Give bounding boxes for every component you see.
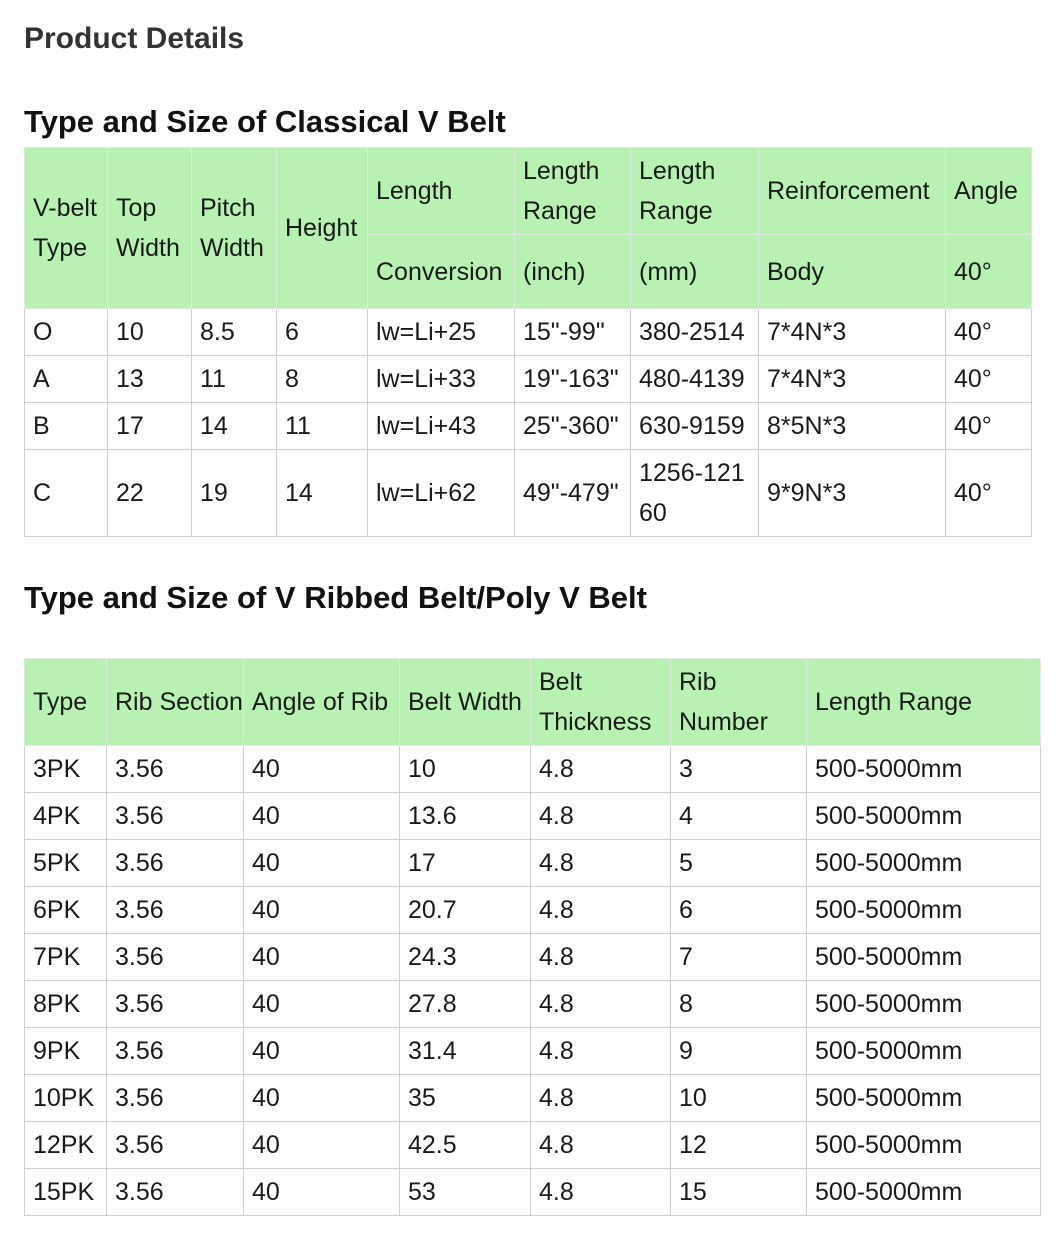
cell-angle-of-rib: 40 [244,1122,400,1169]
cell-belt-width: 53 [400,1169,531,1216]
cell-length-range: 500-5000mm [807,840,1041,887]
cell-belt-thickness: 4.8 [531,981,671,1028]
cell-rib-number: 15 [671,1169,807,1216]
cell-body: 8*5N*3 [759,403,946,450]
cell-conversion: lw=Li+62 [368,450,515,537]
cell-length-range: 500-5000mm [807,934,1041,981]
cell-belt-width: 27.8 [400,981,531,1028]
classical-v-belt-table [24,147,1032,537]
table-row [25,1122,1041,1169]
cell-angle-of-rib: 40 [244,793,400,840]
cell-angle: 40° [946,450,1032,537]
cell-rib-number: 7 [671,934,807,981]
cell-rib-section: 3.56 [107,1169,244,1216]
cell-pitch-width: 8.5 [192,309,277,356]
header-conversion: Conversion [368,235,515,309]
header-angle-value: 40° [946,235,1032,309]
table-row [25,356,1032,403]
header-length: Length [368,148,515,235]
cell-length-range: 500-5000mm [807,746,1041,793]
cell-angle-of-rib: 40 [244,840,400,887]
header-body: Body [759,235,946,309]
ribbed-table-title: Type and Size of V Ribbed Belt/Poly V Belt [24,580,647,615]
cell-length-inch: 49"-479" [515,450,631,537]
cell-rib-section: 3.56 [107,840,244,887]
cell-conversion: lw=Li+43 [368,403,515,450]
cell-angle-of-rib: 40 [244,1028,400,1075]
cell-length-inch: 19"-163" [515,356,631,403]
cell-length-range: 500-5000mm [807,1169,1041,1216]
table-row [25,981,1041,1028]
cell-belt-thickness: 4.8 [531,1122,671,1169]
cell-length-inch: 25"-360" [515,403,631,450]
cell-rib-section: 3.56 [107,793,244,840]
header-mm: (mm) [631,235,759,309]
cell-rib-section: 3.56 [107,746,244,793]
cell-length-mm: 1256-12160 [631,450,759,537]
table-row [25,309,1032,356]
header-type: Type [25,659,107,746]
cell-angle-of-rib: 40 [244,887,400,934]
cell-type: 7PK [25,934,107,981]
cell-type: 9PK [25,1028,107,1075]
cell-type: A [25,356,108,403]
table-row [25,1169,1041,1216]
cell-belt-thickness: 4.8 [531,840,671,887]
cell-rib-number: 3 [671,746,807,793]
cell-height: 8 [277,356,368,403]
table-row [25,450,1032,537]
cell-length-range: 500-5000mm [807,793,1041,840]
table-row [25,793,1041,840]
table-row [25,746,1041,793]
cell-pitch-width: 14 [192,403,277,450]
cell-rib-number: 4 [671,793,807,840]
header-rib-number: Rib Number [671,659,807,746]
cell-type: 10PK [25,1075,107,1122]
header-reinforcement: Reinforcement [759,148,946,235]
cell-belt-width: 24.3 [400,934,531,981]
cell-rib-section: 3.56 [107,1122,244,1169]
cell-rib-section: 3.56 [107,981,244,1028]
header-length-range-inch: Length Range [515,148,631,235]
cell-top-width: 10 [108,309,192,356]
cell-top-width: 17 [108,403,192,450]
cell-type: 6PK [25,887,107,934]
cell-belt-thickness: 4.8 [531,934,671,981]
header-angle: Angle [946,148,1032,235]
cell-top-width: 13 [108,356,192,403]
cell-angle-of-rib: 40 [244,934,400,981]
cell-length-range: 500-5000mm [807,1028,1041,1075]
page-title: Product Details [24,22,245,55]
cell-belt-width: 17 [400,840,531,887]
table-row [25,403,1032,450]
cell-body: 7*4N*3 [759,309,946,356]
cell-length-mm: 630-9159 [631,403,759,450]
cell-length-inch: 15"-99" [515,309,631,356]
cell-conversion: lw=Li+33 [368,356,515,403]
cell-top-width: 22 [108,450,192,537]
cell-rib-section: 3.56 [107,1028,244,1075]
cell-belt-thickness: 4.8 [531,746,671,793]
ribbed-belt-table [24,658,1041,1216]
cell-type: 8PK [25,981,107,1028]
cell-rib-number: 12 [671,1122,807,1169]
header-belt-thickness: Belt Thickness [531,659,671,746]
cell-pitch-width: 11 [192,356,277,403]
table-row [25,887,1041,934]
cell-length-mm: 480-4139 [631,356,759,403]
classical-table-title: Type and Size of Classical V Belt [24,104,506,139]
cell-type: 5PK [25,840,107,887]
cell-conversion: lw=Li+25 [368,309,515,356]
cell-rib-number: 6 [671,887,807,934]
cell-angle-of-rib: 40 [244,1075,400,1122]
cell-height: 11 [277,403,368,450]
cell-angle-of-rib: 40 [244,746,400,793]
cell-belt-thickness: 4.8 [531,1169,671,1216]
cell-type: 12PK [25,1122,107,1169]
cell-type: B [25,403,108,450]
cell-type: C [25,450,108,537]
cell-length-range: 500-5000mm [807,981,1041,1028]
cell-angle: 40° [946,356,1032,403]
cell-height: 6 [277,309,368,356]
header-height: Height [277,148,368,309]
header-vbelt-type: V-belt Type [25,148,108,309]
cell-type: 15PK [25,1169,107,1216]
cell-length-mm: 380-2514 [631,309,759,356]
cell-rib-section: 3.56 [107,1075,244,1122]
cell-body: 9*9N*3 [759,450,946,537]
cell-rib-number: 9 [671,1028,807,1075]
cell-belt-thickness: 4.8 [531,1075,671,1122]
header-length-range: Length Range [807,659,1041,746]
cell-length-range: 500-5000mm [807,887,1041,934]
cell-belt-thickness: 4.8 [531,887,671,934]
cell-length-range: 500-5000mm [807,1075,1041,1122]
cell-angle-of-rib: 40 [244,1169,400,1216]
cell-belt-thickness: 4.8 [531,1028,671,1075]
cell-body: 7*4N*3 [759,356,946,403]
header-belt-width: Belt Width [400,659,531,746]
cell-rib-number: 5 [671,840,807,887]
cell-height: 14 [277,450,368,537]
cell-rib-section: 3.56 [107,887,244,934]
cell-belt-width: 31.4 [400,1028,531,1075]
cell-rib-section: 3.56 [107,934,244,981]
header-rib-section: Rib Section [107,659,244,746]
header-length-range-mm: Length Range [631,148,759,235]
cell-belt-width: 35 [400,1075,531,1122]
cell-angle-of-rib: 40 [244,981,400,1028]
cell-belt-width: 20.7 [400,887,531,934]
cell-angle: 40° [946,309,1032,356]
cell-length-range: 500-5000mm [807,1122,1041,1169]
cell-belt-thickness: 4.8 [531,793,671,840]
cell-belt-width: 13.6 [400,793,531,840]
cell-belt-width: 10 [400,746,531,793]
header-pitch-width: Pitch Width [192,148,277,309]
header-angle-of-rib: Angle of Rib [244,659,400,746]
header-inch: (inch) [515,235,631,309]
cell-type: 4PK [25,793,107,840]
cell-rib-number: 10 [671,1075,807,1122]
table-row [25,1028,1041,1075]
cell-type: O [25,309,108,356]
header-top-width: Top Width [108,148,192,309]
table-row [25,840,1041,887]
cell-type: 3PK [25,746,107,793]
cell-rib-number: 8 [671,981,807,1028]
table-row [25,934,1041,981]
cell-angle: 40° [946,403,1032,450]
cell-pitch-width: 19 [192,450,277,537]
table-row [25,1075,1041,1122]
cell-belt-width: 42.5 [400,1122,531,1169]
